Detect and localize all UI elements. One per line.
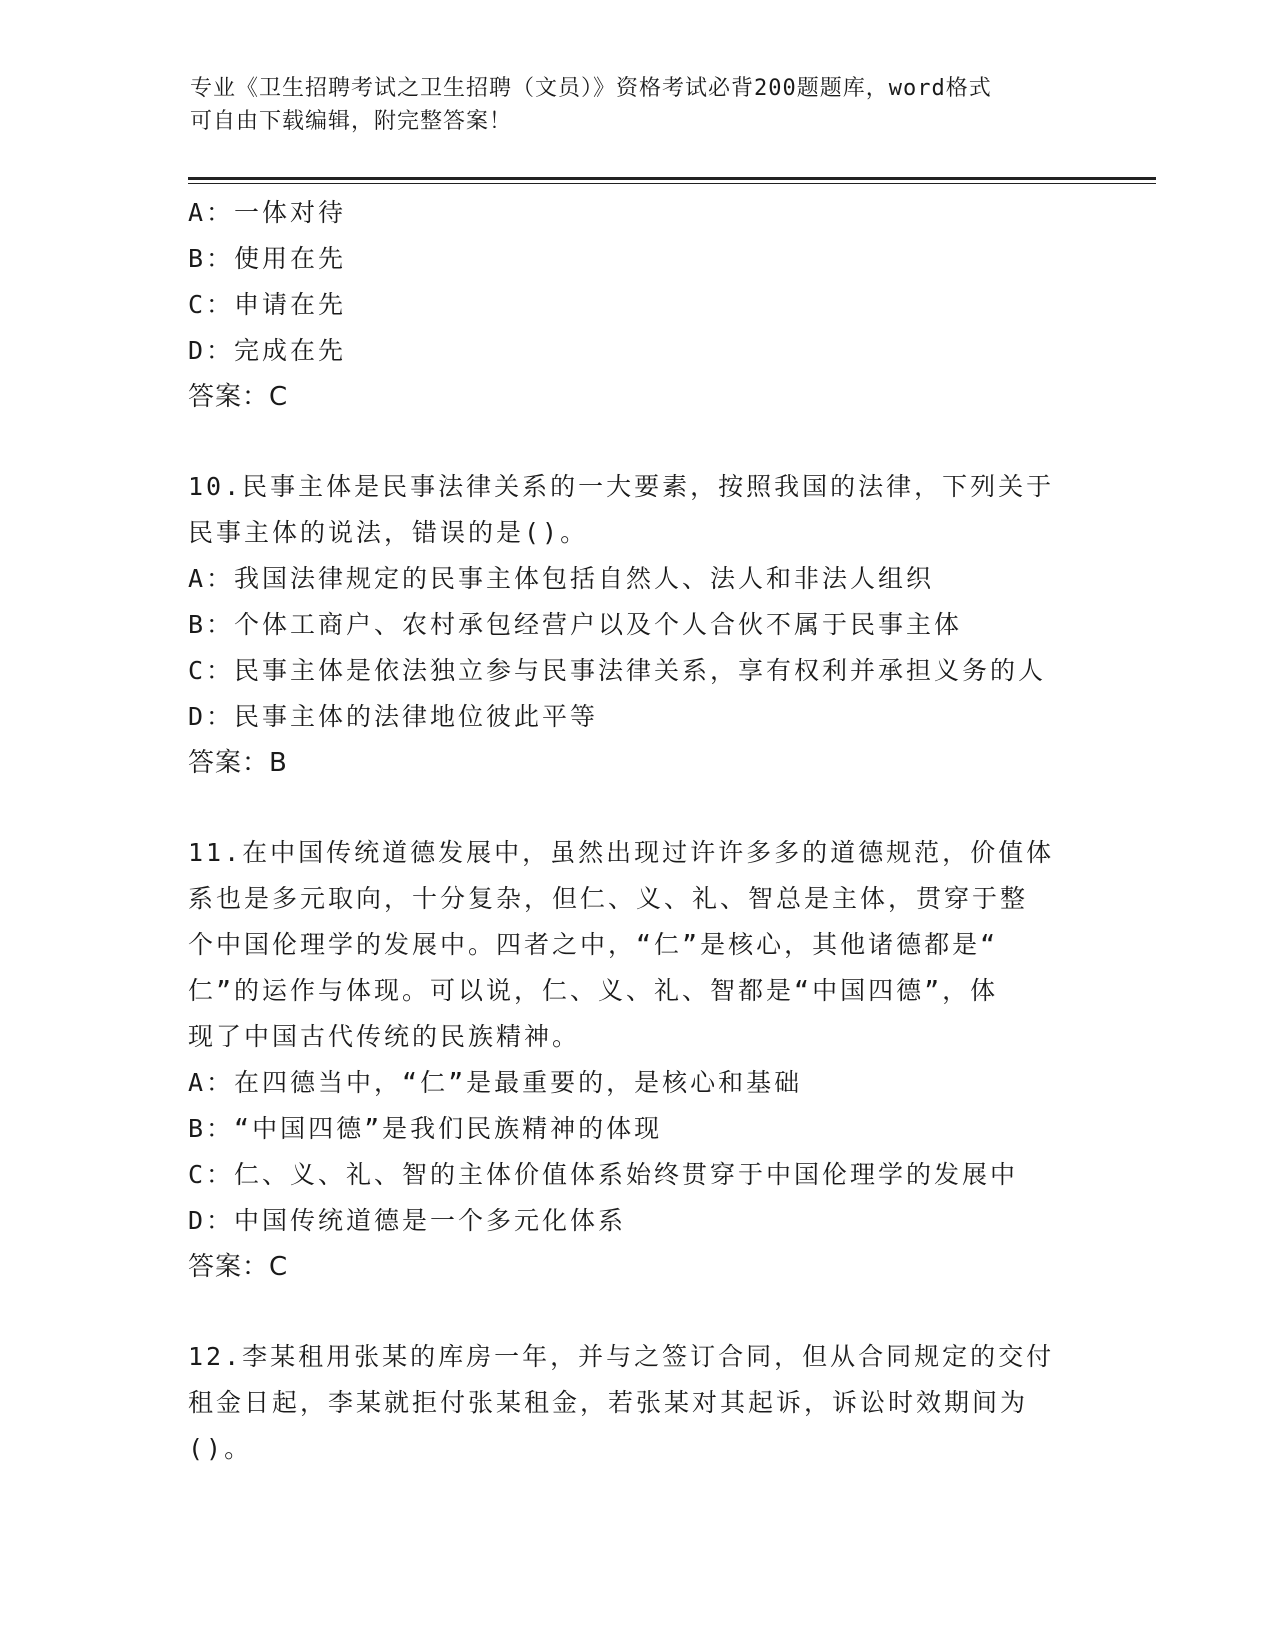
- option-c: C：仁、义、礼、智的主体价值体系始终贯穿于中国伦理学的发展中: [188, 1160, 1019, 1189]
- question-text-line: 11.在中国传统道德发展中，虽然出现过许许多多的道德规范，价值体: [188, 838, 1055, 867]
- answer-label: 答案：C: [188, 382, 289, 412]
- question-text-line: ()。: [188, 1434, 253, 1463]
- answer-label: 答案：B: [188, 748, 288, 778]
- question-11: [188, 830, 1088, 1290]
- question-text: [188, 464, 1088, 556]
- question-text-line: 系也是多元取向，十分复杂，但仁、义、礼、智总是主体，贯穿于整: [188, 884, 1029, 913]
- header-divider-thick: [188, 177, 1156, 180]
- header-divider-thin: [188, 183, 1156, 184]
- option-d: D：完成在先: [188, 336, 347, 365]
- option-c: C：民事主体是依法独立参与民事法律关系，享有权利并承担义务的人: [188, 656, 1047, 685]
- question-spacer: [188, 420, 1088, 464]
- option-a: A：一体对待: [188, 198, 347, 227]
- option-d: D：中国传统道德是一个多元化体系: [188, 1206, 627, 1235]
- header-line-1: 专业《卫生招聘考试之卫生招聘（文员）》资格考试必背200题题库，word格式: [190, 76, 992, 101]
- option-a: A：我国法律规定的民事主体包括自然人、法人和非法人组织: [188, 564, 935, 593]
- question-text-line: 民事主体的说法，错误的是()。: [188, 518, 589, 547]
- question-spacer: [188, 786, 1088, 830]
- question-text-line: 个中国伦理学的发展中。四者之中，“仁”是核心，其他诸德都是“: [188, 930, 999, 959]
- option-c: C：申请在先: [188, 290, 347, 319]
- question-text-line: 仁”的运作与体现。可以说，仁、义、礼、智都是“中国四德”，体: [188, 976, 999, 1005]
- question-list: [188, 190, 1088, 1472]
- option-a: A：在四德当中，“仁”是最重要的，是核心和基础: [188, 1068, 803, 1097]
- question-text: [188, 830, 1088, 1060]
- option-b: B：使用在先: [188, 244, 347, 273]
- question-text-line: 12.李某租用张某的库房一年，并与之签订合同，但从合同规定的交付: [188, 1342, 1055, 1371]
- question-spacer: [188, 1290, 1088, 1334]
- option-b: B：“中国四德”是我们民族精神的体现: [188, 1114, 663, 1143]
- option-b: B：个体工商户、农村承包经营户以及个人合伙不属于民事主体: [188, 610, 963, 639]
- option-d: D：民事主体的法律地位彼此平等: [188, 702, 599, 731]
- answer-label: 答案：C: [188, 1252, 289, 1282]
- question-text: [188, 1334, 1088, 1472]
- document-header: [190, 72, 1070, 138]
- header-line-2: 可自由下载编辑，附完整答案！: [190, 109, 513, 134]
- question-text-line: 现了中国古代传统的民族精神。: [188, 1022, 581, 1051]
- question-text-line: 租金日起，李某就拒付张某租金，若张某对其起诉，诉讼时效期间为: [188, 1388, 1029, 1417]
- question-9: [188, 190, 1088, 420]
- question-10: [188, 464, 1088, 786]
- question-text-line: 10.民事主体是民事法律关系的一大要素，按照我国的法律，下列关于: [188, 472, 1055, 501]
- question-12: [188, 1334, 1088, 1472]
